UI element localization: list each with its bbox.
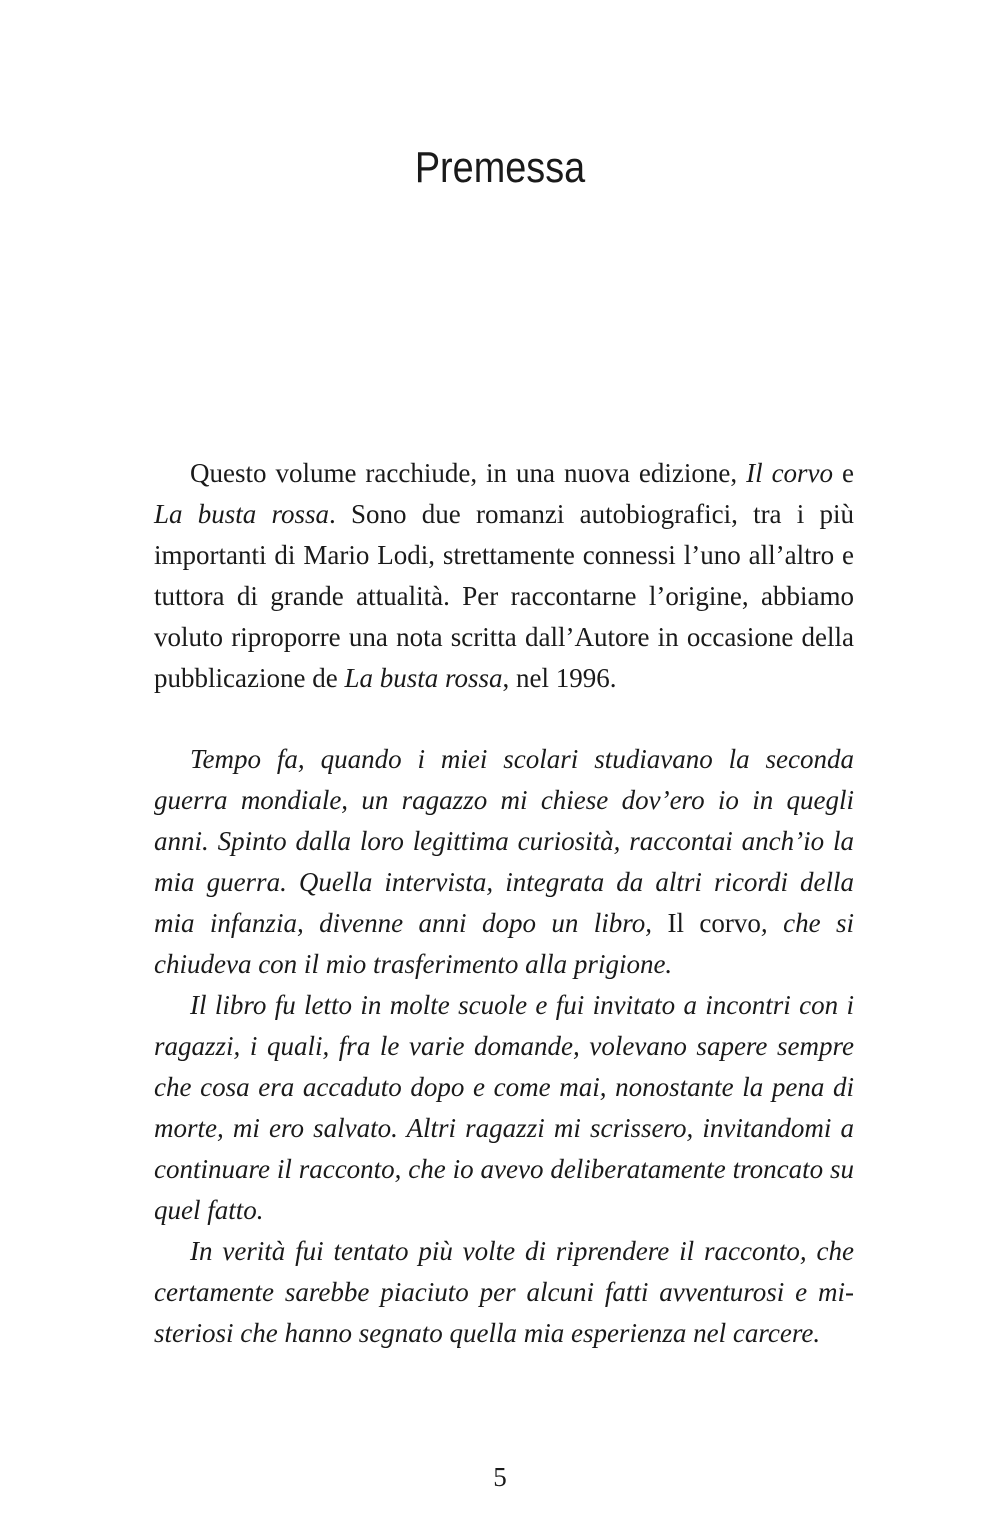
intro-text-3: . Sono due romanzi autobiografici, tra i più importanti di Mario Lodi, strettamente connessi l’uno all’altro e tuttora di grande attualità. Per raccontarne l’origine, abbiamo voluto riproporre una nota scritta dall’Autore in occasione della pubblicazione de [154,499,855,693]
page-number: 5 [493,1462,507,1492]
book-title-il-corvo-roman: Il corvo [667,908,761,938]
note-text-1: Tempo fa, quando i miei scolari studiavano la seconda guerra mondiale, un ragazzo mi chiese dov’ero io in quegli anni. Spinto dalla loro legittima curiosità, raccontai anch’io la mia guerra. Quella intervista, integrata da altri ricordi della mia infanzia, divenne anni dopo un libro, [154,744,854,938]
author-note-paragraph-1 [154,739,854,985]
intro-text-1: Questo volume racchiude, in una nuova edizione, [190,458,747,488]
intro-text-2: e [833,458,854,488]
book-title-il-corvo: Il corvo [746,458,834,488]
intro-text-4: , nel 1996. [502,663,617,693]
page-title: Premessa [414,143,586,192]
author-note-paragraph-2: Il libro fu letto in molte scuole e fui invitato a incontri con i ragazzi, i quali, fra le varie domande, volevano sapere sempre che cosa era accaduto dopo e come mai, nonostante la pena di morte, mi ero salvato. Altri ragazzi mi scrissero, invitandomi a continuare il racconto, che io avevo deliberatamente troncato su quel fatto. [154,990,854,1225]
intro-paragraph [154,453,854,699]
author-note-paragraph-3: In verità fui tentato più volte di riprendere il racconto, che certamente sarebbe piaciuto per alcuni fatti avventurosi e misteriosi che hanno segnato quella mia esperienza nel carcere. [154,1236,854,1348]
intro-section [154,453,854,699]
book-title-la-busta-rossa: La busta rossa [154,499,330,529]
book-title-la-busta-rossa-2: La busta rossa [344,663,503,693]
author-note-section [154,739,854,1354]
note-text-2: , che si chiudeva con il mio trasferimento alla prigione. [154,908,854,979]
